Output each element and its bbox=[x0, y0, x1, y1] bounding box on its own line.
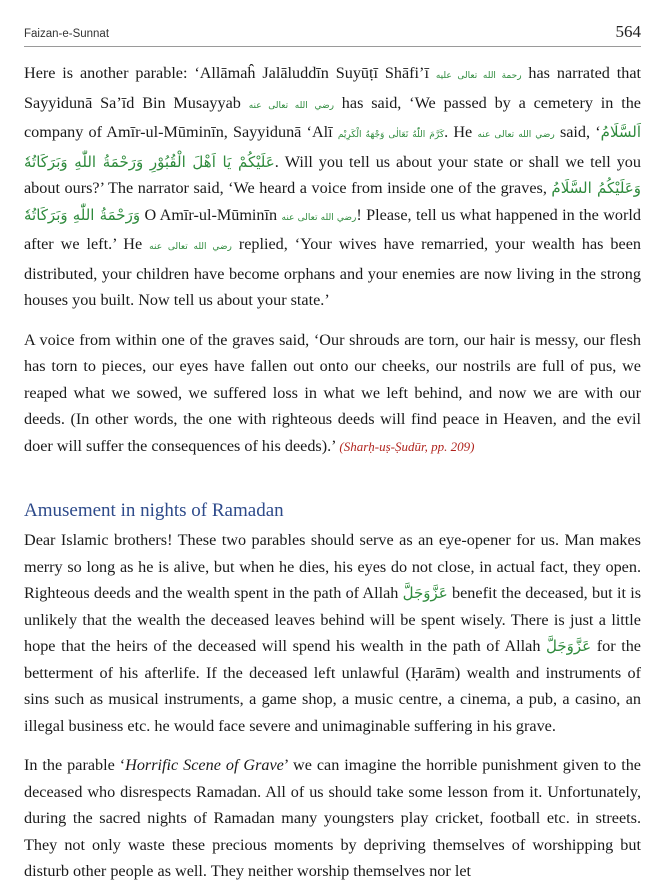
text-run: . Will you tell us about your state or shall we tell you about ours?’ The narrator said, ‘We heard a voice from inside one of the graves, bbox=[24, 152, 641, 197]
text-run: has said, ‘We passed by a cemetery in the company of Amīr-ul-Mūminīn, Sayyidunā ‘Alī bbox=[24, 93, 641, 141]
paragraph-parable bbox=[24, 60, 641, 314]
page-number: 564 bbox=[615, 22, 641, 41]
text-run: ’ we can imagine the horrible punishment given to the deceased who disrespects Ramadan. All of us should take some lesson from it. Unfortunately, during the sacred nights of Ramadan many youngsters play cricket, football etc. in streets. They not only waste these precious moments by depriving themselves of worshipping but disturb other people as well. They neither worship themselves nor let bbox=[24, 756, 641, 880]
arabic-reply: وَعَلَيْكُمُ السَّلَامُ وَرَحْمَةُ اللّٰهِ وَبَرَكَاتُهٗ bbox=[24, 179, 641, 224]
text-run: for the betterment of his afterlife. If the deceased left unlawful (Ḥarām) wealth and instruments of sins such as musical instruments, a game shop, a music centre, a cinema, a pub, a casino, an illegal business etc. he would face severe and unimaginable suffering in his grave. bbox=[24, 637, 641, 735]
honorific: رضي الله تعالى عنه bbox=[281, 212, 357, 223]
emphasized-title: Horrific Scene of Grave bbox=[125, 756, 284, 774]
text-run: ! Please, tell us what happened in the world after we left.’ He bbox=[24, 205, 641, 253]
honorific: رحمة الله تعالى عليه bbox=[435, 71, 522, 81]
text-run: O Amīr-ul-Mūminīn bbox=[140, 205, 282, 224]
text-run: . He bbox=[444, 123, 478, 141]
text-run: said, ‘ bbox=[554, 123, 601, 141]
honorific: عَزَّوَجَلَّ bbox=[546, 637, 592, 655]
text-run: has narrated that Sayyidunā Sa’īd Bin Musayyab bbox=[24, 64, 642, 112]
honorific: رضي الله تعالى عنه bbox=[477, 130, 555, 140]
source-reference: (Sharḥ-uṣ-Ṣudūr, pp. 209) bbox=[339, 438, 475, 454]
honorific: رضي الله تعالى عنه bbox=[149, 242, 232, 252]
honorific: رضي الله تعالى عنه bbox=[248, 100, 334, 111]
text-run: A voice from within one of the graves said, ‘Our shrouds are torn, our hair is messy, our flesh has torn to pieces, our eyes have fallen out onto our cheeks, our nostrils are full of pus, we reaped what we sowed, we suffered loss in what we left behind, and now we are with our deeds. (In other words, the one with righteous deeds will find peace in Heaven, and the evil doer will suffer the consequences of his deeds).’ bbox=[24, 330, 641, 455]
text-run: Here is another parable: ‘Allāmaĥ Jalāluddīn Suyūṭī Shāfi’ī bbox=[24, 64, 436, 82]
honorific: عَزَّوَجَلَّ bbox=[402, 584, 448, 602]
paragraph-eye-opener bbox=[24, 527, 641, 739]
arabic-salutation: اَلسَّلَامُ عَلَيْكُمْ يَا اَهْلَ الْقُبُوْرِ وَرَحْمَةُ اللّٰهِ وَبَرَكَاتُهٗ bbox=[24, 123, 642, 171]
text-run: In the parable ‘ bbox=[24, 756, 126, 774]
text-run: benefit the deceased, but it is unlikely that the wealth the deceased leaves behind will be spent wisely. There is just a little hope that the heirs of the deceased will spend his wealth in the path of Allah bbox=[24, 584, 641, 655]
body-text bbox=[24, 60, 641, 885]
running-header bbox=[24, 20, 641, 47]
section-heading: Amusement in nights of Ramadan bbox=[24, 500, 284, 521]
text-run: Dear Islamic brothers! These two parables should serve as an eye-opener for us. Man makes merry so long as he is alive, but when he dies, his eyes do not close, in actual fact, they open. Righteous deeds and the wealth spent in the path of Allah bbox=[24, 531, 641, 602]
paragraph-grave-voice bbox=[24, 327, 641, 461]
book-title: Faizan-e-Sunnat bbox=[24, 28, 110, 40]
text-run: replied, ‘Your wives have remarried, your wealth has been distributed, your children have become orphans and your enemies are now living in the strong houses you built. Now tell us about your state.’ bbox=[24, 235, 641, 309]
paragraph-horrific-scene bbox=[24, 752, 641, 885]
honorific: كَرَّمَ اللّٰهُ تَعَالٰى وَجْهَهُ الْكَرِيْم bbox=[337, 130, 445, 140]
